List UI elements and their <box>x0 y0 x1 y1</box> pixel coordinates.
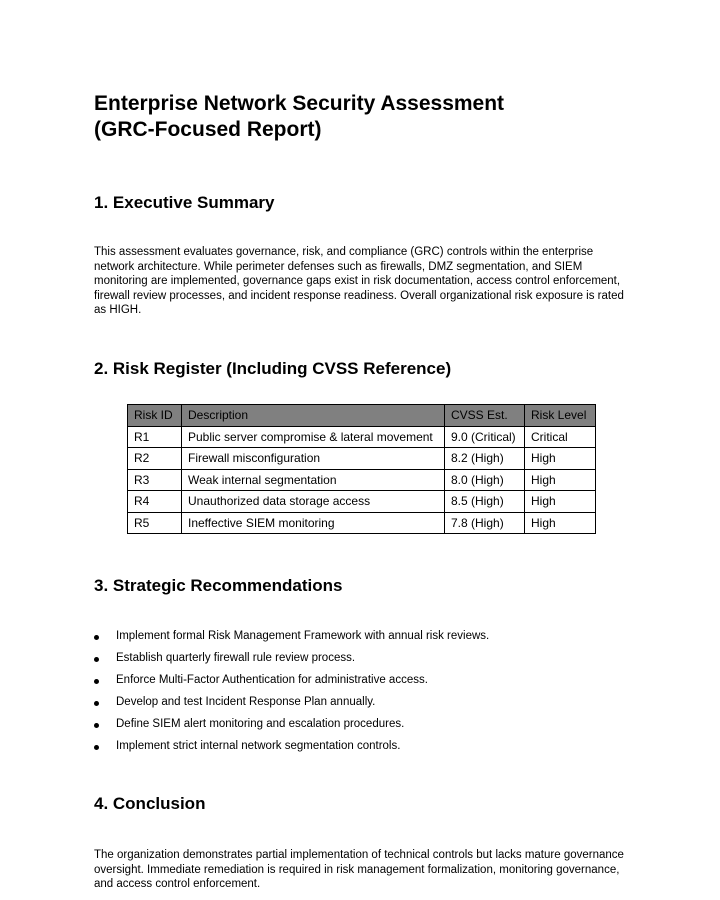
cell-risk-level: High <box>525 512 596 534</box>
document-title-line-2: (GRC-Focused Report) <box>94 118 322 141</box>
executive-summary-heading: 1. Executive Summary <box>94 193 275 212</box>
cell-risk-level: High <box>525 469 596 491</box>
column-header-risk-level: Risk Level <box>525 405 596 427</box>
bullet-icon <box>94 723 99 728</box>
cell-risk-id: R3 <box>128 469 182 491</box>
cell-cvss: 9.0 (Critical) <box>445 426 525 448</box>
bullet-icon <box>94 745 99 750</box>
document-title-line-1: Enterprise Network Security Assessment <box>94 92 505 115</box>
conclusion-heading: 4. Conclusion <box>94 794 206 813</box>
cell-risk-id: R5 <box>128 512 182 534</box>
list-item <box>94 714 489 736</box>
cell-description: Ineffective SIEM monitoring <box>182 512 445 534</box>
bullet-icon <box>94 701 99 706</box>
list-item-text: Establish quarterly firewall rule review process. <box>116 652 356 664</box>
column-header-description: Description <box>182 405 445 427</box>
cell-risk-level: High <box>525 448 596 470</box>
cell-cvss: 8.0 (High) <box>445 469 525 491</box>
cell-description: Unauthorized data storage access <box>182 491 445 513</box>
bullet-icon <box>94 679 99 684</box>
list-item-text: Define SIEM alert monitoring and escalation procedures. <box>116 718 405 730</box>
recommendations-list <box>94 626 489 758</box>
table-row <box>128 512 596 534</box>
column-header-risk-id: Risk ID <box>128 405 182 427</box>
bullet-icon <box>94 635 99 640</box>
table-row <box>128 491 596 513</box>
cell-risk-level: High <box>525 491 596 513</box>
list-item-text: Implement formal Risk Management Framework with annual risk reviews. <box>116 630 490 642</box>
cell-description: Firewall misconfiguration <box>182 448 445 470</box>
list-item <box>94 692 489 714</box>
cell-risk-level: Critical <box>525 426 596 448</box>
list-item-text: Enforce Multi-Factor Authentication for administrative access. <box>116 674 428 686</box>
risk-register-heading: 2. Risk Register (Including CVSS Reference) <box>94 359 452 378</box>
table-row <box>128 469 596 491</box>
recommendations-heading: 3. Strategic Recommendations <box>94 576 343 595</box>
executive-summary-text: This assessment evaluates governance, risk, and compliance (GRC) controls within the enterprise network architecture. While perimeter defenses such as firewalls, DMZ segmentation, and SIEM monitoring are implemented, governance gaps exist in risk documentation, access control enforcement, firewall review processes, and incident response readiness. Overall organizational risk exposure is rated as HIGH. <box>94 246 624 316</box>
list-item-text: Implement strict internal network segmentation controls. <box>116 740 401 752</box>
table-header-row <box>128 405 596 427</box>
conclusion-text: The organization demonstrates partial implementation of technical controls but lacks mature governance oversight. Immediate remediation is required in risk management formalization, monitoring governance, and access control enforcement. <box>94 849 624 890</box>
risk-register-table <box>127 404 596 534</box>
column-header-cvss: CVSS Est. <box>445 405 525 427</box>
cell-cvss: 8.2 (High) <box>445 448 525 470</box>
cell-description: Weak internal segmentation <box>182 469 445 491</box>
list-item-text: Develop and test Incident Response Plan annually. <box>116 696 376 708</box>
list-item <box>94 648 489 670</box>
list-item <box>94 736 489 758</box>
table-row <box>128 448 596 470</box>
cell-risk-id: R2 <box>128 448 182 470</box>
document-title <box>94 91 634 143</box>
cell-cvss: 8.5 (High) <box>445 491 525 513</box>
cell-risk-id: R4 <box>128 491 182 513</box>
cell-risk-id: R1 <box>128 426 182 448</box>
table-row <box>128 426 596 448</box>
bullet-icon <box>94 657 99 662</box>
list-item <box>94 670 489 692</box>
cell-cvss: 7.8 (High) <box>445 512 525 534</box>
list-item <box>94 626 489 648</box>
cell-description: Public server compromise & lateral movement <box>182 426 445 448</box>
